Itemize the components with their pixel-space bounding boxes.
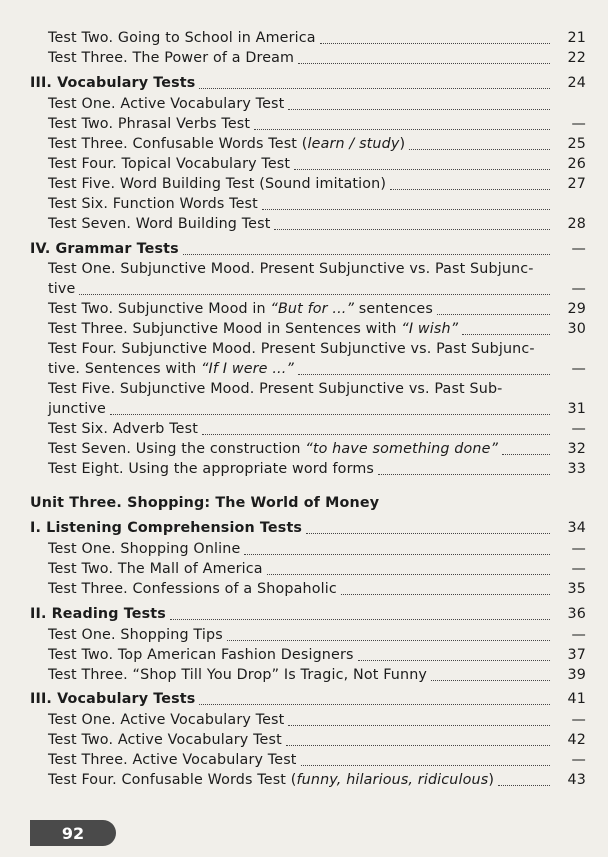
entry-page-number: 31 <box>567 401 586 417</box>
entry-title-text: tive. Sentences with <box>48 361 201 377</box>
dot-leader <box>409 149 550 150</box>
entry-title-italic: “But for ...” <box>270 301 355 317</box>
section-heading <box>0 691 195 708</box>
entry-page-number: 27 <box>567 176 586 192</box>
entry-title-italic: “to have something done” <box>305 441 499 457</box>
dot-leader <box>462 334 550 335</box>
dot-leader <box>294 169 550 170</box>
entry-title <box>0 647 354 664</box>
entry-title-italic: funny, hilarious, ridiculous <box>296 772 489 788</box>
entry-title <box>0 772 494 789</box>
dot-leader <box>254 129 550 130</box>
dot-leader <box>286 745 550 746</box>
entry-title-italic: “I wish” <box>401 321 459 337</box>
entry-title <box>0 136 405 153</box>
dot-leader <box>79 294 550 295</box>
entry-page-number: — <box>571 281 586 297</box>
entry-title-text: Test Three. Confessions of a Shopaholic <box>48 581 337 597</box>
toc-entry <box>0 301 608 318</box>
toc-entry <box>0 461 608 478</box>
dot-leader <box>202 434 550 435</box>
entry-title <box>0 732 282 749</box>
page-number-badge: 92 <box>30 820 116 846</box>
entry-page-number: 24 <box>567 75 586 91</box>
toc-entry <box>0 606 608 623</box>
dot-leader <box>431 680 550 681</box>
dot-leader <box>170 619 550 620</box>
entry-title <box>0 116 250 133</box>
toc-entry <box>0 541 608 558</box>
entry-title <box>0 627 223 644</box>
entry-title-text: Test Four. Topical Vocabulary Test <box>48 156 291 172</box>
toc-entry <box>0 752 608 769</box>
section-heading <box>0 241 179 258</box>
entry-page-number: 37 <box>567 647 586 663</box>
toc-entry <box>0 691 608 708</box>
toc-entry <box>0 361 608 378</box>
entry-title-text: Test Two. Top American Fashion Designers <box>48 647 354 663</box>
entry-title-text: Test Three. Subjunctive Mood in Sentences with <box>48 321 402 337</box>
entry-title <box>0 581 337 598</box>
entry-title-suffix: ) <box>399 136 406 152</box>
toc-entry <box>0 50 608 67</box>
toc-entry <box>0 156 608 173</box>
toc-entry <box>0 341 608 358</box>
dot-leader <box>262 209 550 210</box>
entry-title-text: Test One. Active Vocabulary Test <box>48 712 285 728</box>
dot-leader <box>183 254 550 255</box>
toc-entry <box>0 495 608 512</box>
unit-heading <box>0 495 379 512</box>
toc-entry <box>0 136 608 153</box>
toc-entry <box>0 96 608 113</box>
entry-title-text: Test One. Shopping Online <box>48 541 241 557</box>
dot-leader <box>498 785 550 786</box>
entry-title <box>0 381 502 398</box>
toc-entry <box>0 667 608 684</box>
entry-title-italic: “If I were ...” <box>201 361 294 377</box>
dot-leader <box>274 229 550 230</box>
dot-leader <box>244 554 550 555</box>
entry-title <box>0 461 374 478</box>
dot-leader <box>437 314 550 315</box>
dot-leader <box>320 43 550 44</box>
entry-title <box>0 281 75 298</box>
entry-title <box>0 712 284 729</box>
toc-entry <box>0 421 608 438</box>
entry-page-number: 36 <box>567 606 586 622</box>
toc-entry <box>0 116 608 133</box>
entry-title-text: III. Vocabulary Tests <box>30 691 196 707</box>
entry-page-number: 28 <box>567 216 586 232</box>
entry-page-number: 42 <box>567 732 586 748</box>
dot-leader <box>298 63 550 64</box>
toc-entry <box>0 381 608 398</box>
dot-leader <box>301 765 550 766</box>
entry-page-number: — <box>571 116 586 132</box>
entry-title <box>0 561 263 578</box>
dot-leader <box>298 374 550 375</box>
entry-title <box>0 196 258 213</box>
entry-page-number: — <box>571 541 586 557</box>
toc-entry <box>0 520 608 537</box>
entry-title-suffix: sentences <box>354 301 433 317</box>
entry-page-number: — <box>571 561 586 577</box>
entry-title <box>0 156 290 173</box>
entry-title <box>0 667 427 684</box>
section-heading <box>0 606 166 623</box>
entry-title-suffix: ) <box>488 772 495 788</box>
entry-title <box>0 301 433 318</box>
entry-title-text: Test Six. Adverb Test <box>48 421 198 437</box>
entry-page-number: 25 <box>567 136 586 152</box>
entry-title <box>0 752 297 769</box>
toc-entry <box>0 321 608 338</box>
entry-title-text: Test Five. Subjunctive Mood. Present Subjunctive vs. Past Sub- <box>48 381 503 397</box>
entry-page-number: — <box>571 241 586 257</box>
entry-title-text: III. Vocabulary Tests <box>30 75 196 91</box>
entry-page-number: 39 <box>567 667 586 683</box>
entry-page-number: 26 <box>567 156 586 172</box>
entry-title-text: Test One. Active Vocabulary Test <box>48 96 285 112</box>
entry-title-text: Test One. Subjunctive Mood. Present Subjunctive vs. Past Subjunc- <box>48 261 534 277</box>
entry-title <box>0 341 535 358</box>
entry-title-text: Unit Three. Shopping: The World of Money <box>30 495 380 511</box>
entry-title-text: II. Reading Tests <box>30 606 166 622</box>
entry-page-number: 33 <box>567 461 586 477</box>
dot-leader <box>110 414 550 415</box>
entry-title-italic: learn / study <box>307 136 400 152</box>
toc-entry <box>0 216 608 233</box>
section-heading <box>0 75 195 92</box>
entry-title-text: Test Two. Going to School in America <box>48 30 316 46</box>
entry-title-text: junctive <box>48 401 106 417</box>
entry-title <box>0 441 498 458</box>
dot-leader <box>199 88 550 89</box>
entry-title <box>0 50 294 67</box>
toc-entry <box>0 772 608 789</box>
dot-leader <box>288 109 550 110</box>
entry-title-text: Test Two. Phrasal Verbs Test <box>48 116 251 132</box>
entry-page-number: — <box>571 752 586 768</box>
entry-page-number: 43 <box>567 772 586 788</box>
entry-title <box>0 401 106 418</box>
entry-title-text: I. Listening Comprehension Tests <box>30 520 303 536</box>
toc-entry <box>0 281 608 298</box>
entry-title <box>0 541 240 558</box>
dot-leader <box>227 640 550 641</box>
dot-leader <box>378 474 550 475</box>
dot-leader <box>502 454 550 455</box>
toc-entry <box>0 732 608 749</box>
entry-title <box>0 30 316 47</box>
toc-entry <box>0 401 608 418</box>
entry-title-text: Test Three. “Shop Till You Drop” Is Tragic, Not Funny <box>48 667 428 683</box>
toc-entry <box>0 176 608 193</box>
entry-title-text: Test Three. Confusable Words Test ( <box>48 136 308 152</box>
dot-leader <box>288 725 550 726</box>
entry-title-text: Test Two. Active Vocabulary Test <box>48 732 282 748</box>
entry-title-text: Test Four. Subjunctive Mood. Present Subjunctive vs. Past Subjunc- <box>48 341 535 357</box>
entry-title-text: Test Two. The Mall of America <box>48 561 263 577</box>
entry-title <box>0 176 386 193</box>
toc-entry <box>0 75 608 92</box>
entry-title-text: Test Four. Confusable Words Test ( <box>48 772 297 788</box>
entry-title-text: Test Eight. Using the appropriate word forms <box>48 461 375 477</box>
toc-entry <box>0 581 608 598</box>
entry-title-text: IV. Grammar Tests <box>30 241 179 257</box>
toc-entry <box>0 441 608 458</box>
entry-title <box>0 261 534 278</box>
entry-title-text: Test One. Shopping Tips <box>48 627 223 643</box>
entry-page-number: — <box>571 712 586 728</box>
dot-leader <box>341 594 550 595</box>
toc-entry <box>0 561 608 578</box>
entry-title-text: Test Five. Word Building Test (Sound imitation) <box>48 176 387 192</box>
dot-leader <box>358 660 550 661</box>
entry-title <box>0 361 294 378</box>
entry-page-number: 41 <box>567 691 586 707</box>
entry-title <box>0 321 458 338</box>
toc-entry <box>0 241 608 258</box>
toc-entry <box>0 30 608 47</box>
entry-title-text: Test Seven. Using the construction <box>48 441 306 457</box>
entry-page-number: 29 <box>567 301 586 317</box>
dot-leader <box>199 704 550 705</box>
toc-entry <box>0 196 608 213</box>
toc-entry <box>0 647 608 664</box>
entry-page-number: 22 <box>567 50 586 66</box>
entry-page-number: 30 <box>567 321 586 337</box>
entry-page-number: — <box>571 421 586 437</box>
dot-leader <box>306 533 550 534</box>
entry-title <box>0 421 198 438</box>
dot-leader <box>390 189 550 190</box>
entry-title-text: Test Seven. Word Building Test <box>48 216 271 232</box>
entry-title <box>0 96 284 113</box>
entry-title-text: Test Two. Subjunctive Mood in <box>48 301 271 317</box>
entry-page-number: — <box>571 627 586 643</box>
entry-page-number: 21 <box>567 30 586 46</box>
toc-entry <box>0 261 608 278</box>
toc-entry <box>0 627 608 644</box>
section-heading <box>0 520 302 537</box>
entry-title <box>0 216 270 233</box>
entry-page-number: 32 <box>567 441 586 457</box>
dot-leader <box>267 574 550 575</box>
entry-title-text: tive <box>48 281 76 297</box>
entry-title-text: Test Six. Function Words Test <box>48 196 258 212</box>
entry-title-text: Test Three. Active Vocabulary Test <box>48 752 297 768</box>
entry-page-number: 34 <box>567 520 586 536</box>
toc-entry <box>0 712 608 729</box>
entry-page-number: 35 <box>567 581 586 597</box>
entry-page-number: — <box>571 361 586 377</box>
entry-title-text: Test Three. The Power of a Dream <box>48 50 295 66</box>
